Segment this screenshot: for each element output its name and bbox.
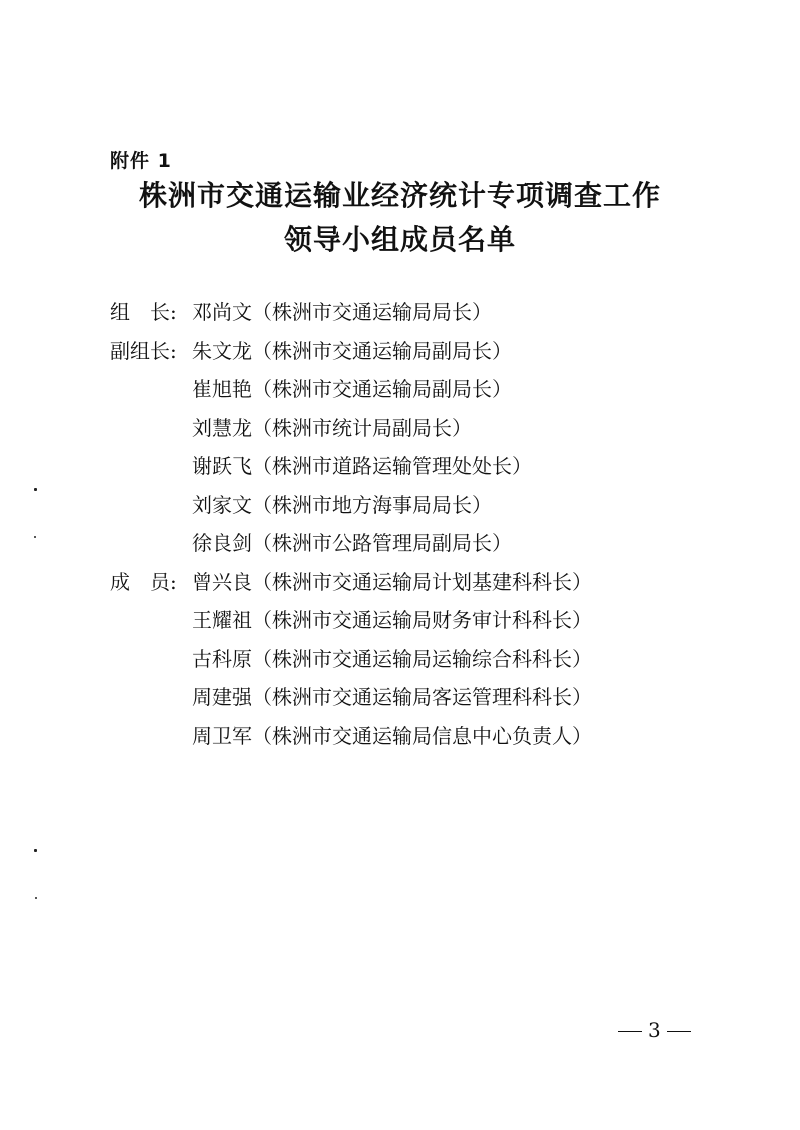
roster-row (0, 450, 800, 489)
member-position: （ 株洲市统计局副局长 ） (252, 416, 472, 440)
roster-row (0, 296, 800, 335)
roster-row (0, 604, 800, 643)
page-dash-left (618, 1031, 642, 1032)
member-entry (192, 335, 512, 364)
member-name: 王耀祖 (192, 608, 252, 632)
member-roster (0, 296, 800, 758)
scan-speck (34, 849, 37, 852)
member-entry (192, 681, 592, 710)
member-position: （ 株洲市交通运输局副局长 ） (252, 339, 512, 363)
member-name: 刘家文 (192, 492, 252, 517)
member-position: （ 株洲市公路管理局副局长 ） (252, 531, 512, 555)
roster-row (0, 527, 800, 566)
member-name: 曾兴良 (192, 569, 252, 594)
roster-row (0, 643, 800, 682)
member-position: （ 株洲市交通运输局局长 ） (252, 300, 492, 324)
member-entry (192, 527, 512, 556)
member-entry (192, 604, 592, 633)
member-entry (192, 373, 512, 402)
member-name: 朱文龙 (192, 338, 252, 363)
roster-row (0, 373, 800, 412)
attachment-label: 附件 1 (110, 150, 172, 172)
member-name: 刘慧龙 (192, 415, 252, 440)
scan-speck (34, 536, 36, 538)
roster-row (0, 489, 800, 528)
scan-speck (35, 897, 37, 899)
member-entry (192, 720, 592, 749)
member-name: 徐良剑 (192, 531, 252, 555)
page-number (612, 1018, 697, 1042)
role-label: 副组长: (110, 338, 177, 363)
member-position: （ 株洲市地方海事局局长 ） (252, 493, 492, 517)
roster-row (0, 681, 800, 720)
member-entry (192, 643, 592, 672)
member-name: 崔旭艳 (192, 377, 252, 401)
member-position: （ 株洲市道路运输管理处处长 ） (252, 454, 532, 478)
roster-row (0, 720, 800, 759)
member-position: （ 株洲市交通运输局运输综合科科长 ） (252, 647, 592, 671)
scan-speck (34, 488, 37, 491)
member-position: （ 株洲市交通运输局副局长 ） (252, 377, 512, 401)
member-name: 谢跃飞 (192, 454, 252, 478)
member-name: 古科原 (192, 646, 252, 671)
member-entry (192, 412, 472, 441)
role-label: 组 长: (110, 300, 177, 324)
role-label: 成 员: (110, 569, 177, 594)
member-name: 周建强 (192, 685, 252, 709)
page-number-value: 3 (648, 1018, 661, 1042)
member-name: 周卫军 (192, 723, 252, 748)
member-name: 邓尚文 (192, 300, 252, 324)
page-dash-right (667, 1031, 691, 1032)
member-entry (192, 489, 492, 518)
document-title-line2: 领导小组成员名单 (283, 223, 516, 256)
roster-row (0, 412, 800, 451)
roster-row (0, 566, 800, 605)
member-entry (192, 566, 592, 595)
member-position: （ 株洲市交通运输局客运管理科科长 ） (252, 685, 592, 709)
member-entry (192, 450, 532, 479)
roster-row (0, 335, 800, 374)
document-title-line1: 株洲市交通运输业经济统计专项调查工作 (138, 179, 661, 212)
member-position: （ 株洲市交通运输局财务审计科科长 ） (252, 608, 592, 632)
member-position: （ 株洲市交通运输局信息中心负责人 ） (252, 724, 592, 748)
member-position: （ 株洲市交通运输局计划基建科科长 ） (252, 570, 592, 594)
member-entry (192, 296, 492, 325)
